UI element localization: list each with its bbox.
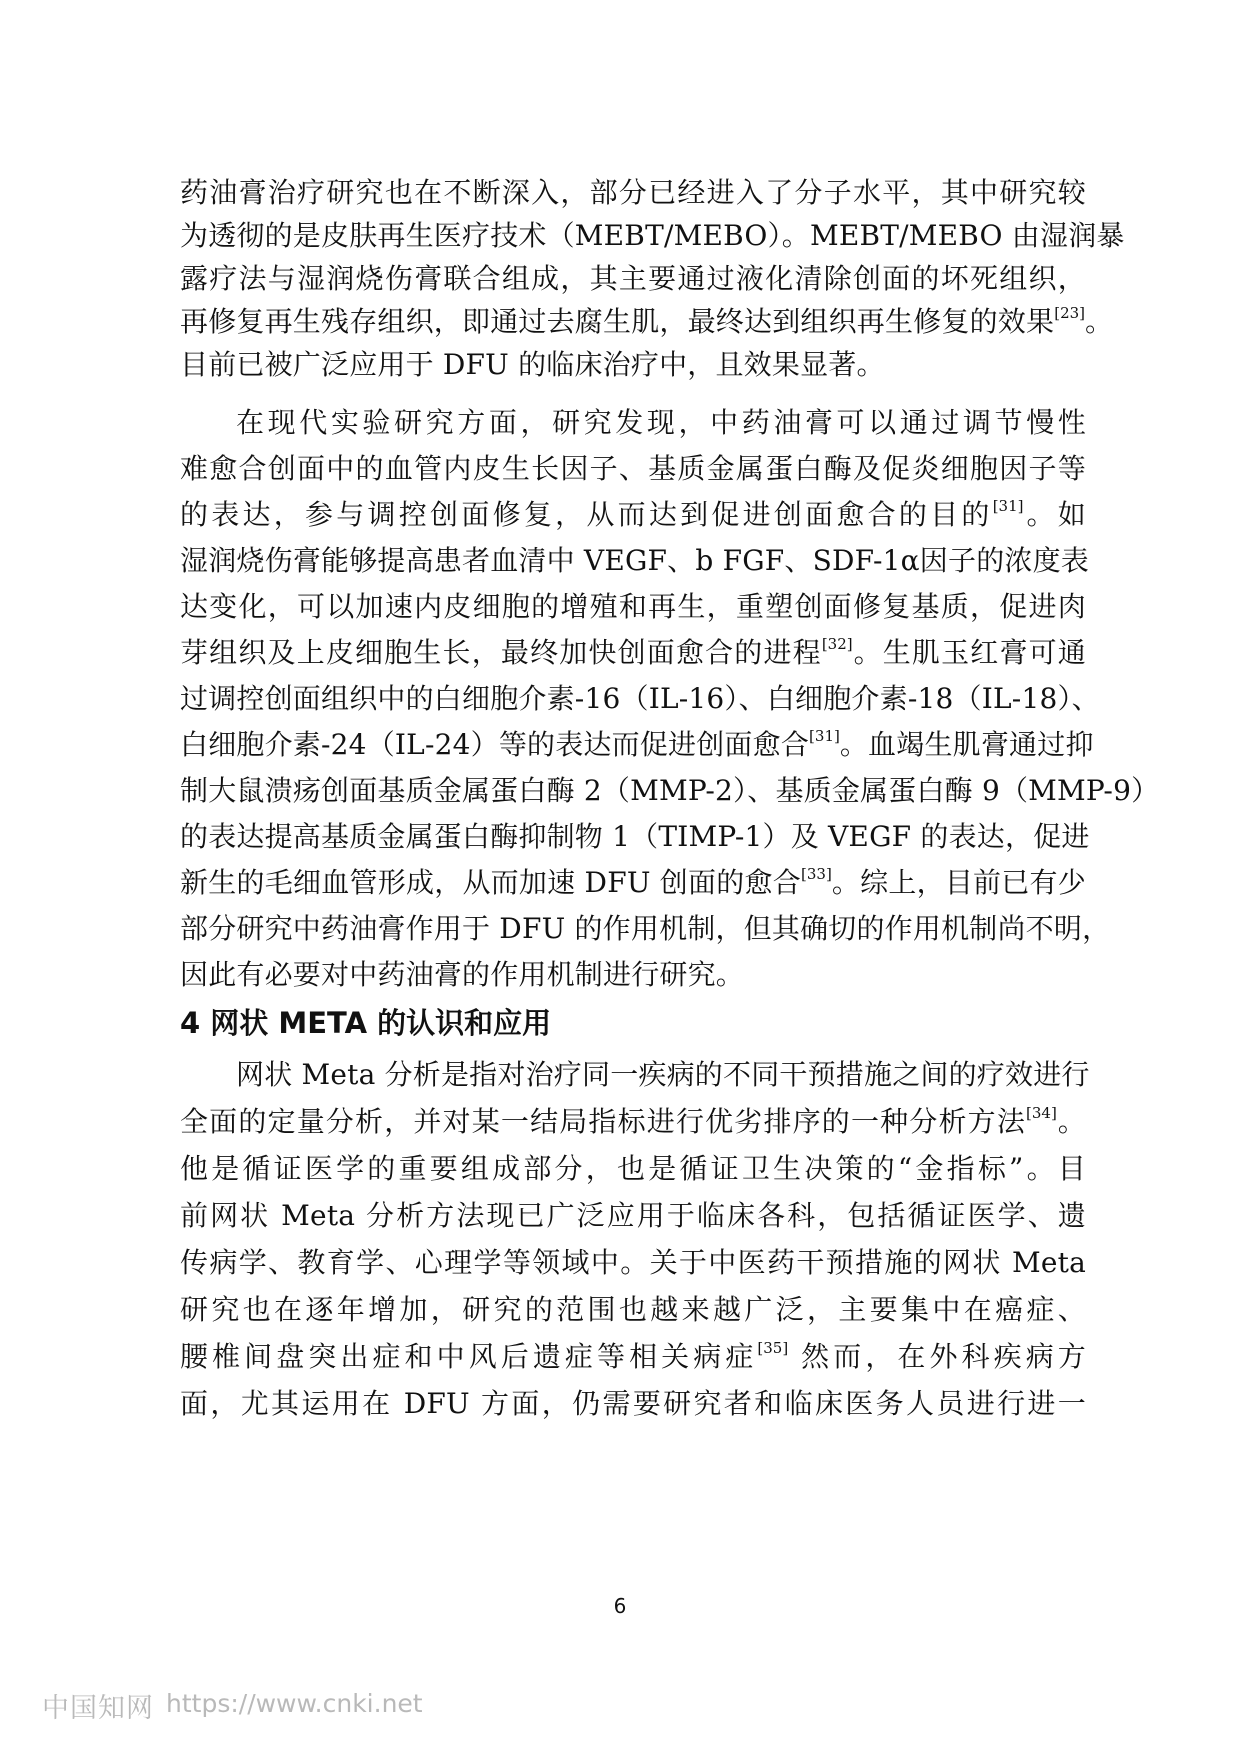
citation-superscript: [23]	[1054, 304, 1086, 322]
body-text-line	[180, 628, 1086, 678]
text-run: 网状 Meta 分析是指对治疗同一疾病的不同干预措施之间的疗效进行	[236, 1058, 1090, 1091]
text-run: 目前已被广泛应用于 DFU 的临床治疗中，且效果显著。	[180, 348, 885, 381]
body-text-line	[180, 720, 1094, 770]
text-run: 。血竭生肌膏通过抑	[839, 728, 1094, 761]
body-text-line	[180, 1144, 1086, 1194]
text-run: 为透彻的是皮肤再生医疗技术（MEBT/MEBO）。MEBT/MEBO 由湿润暴	[180, 219, 1125, 252]
body-text-line	[180, 904, 1111, 954]
body-text-line	[180, 674, 1100, 724]
text-run: 。综上，目前已有少	[831, 866, 1086, 899]
text-run: 面，尤其运用在 DFU 方面，仍需要研究者和临床医务人员进行进一	[180, 1387, 1086, 1420]
body-text-line	[180, 1097, 1086, 1147]
text-run: 他是循证医学的重要组成部分，也是循证卫生决策的“金指标”。目	[180, 1152, 1086, 1185]
text-run: 腰椎间盘突出症和中风后遗症等相关病症	[180, 1340, 758, 1373]
body-text-line	[180, 1191, 1086, 1241]
body-text-line	[180, 444, 1086, 494]
body-text-line	[180, 858, 1086, 908]
text-run: 。	[1085, 305, 1114, 338]
text-run: 的表达，参与调控创面修复，从而达到促进创面愈合的目的	[180, 498, 993, 531]
text-run: 药油膏治疗研究也在不断深入，部分已经进入了分子水平，其中研究较	[180, 176, 1086, 209]
body-text-line	[180, 582, 1086, 632]
footer-url[interactable]: https://www.cnki.net	[166, 1689, 423, 1718]
text-run: 研究也在逐年增加，研究的范围也越来越广泛，主要集中在癌症、	[180, 1293, 1086, 1326]
body-text-line	[180, 1379, 1086, 1429]
text-run: 然而，在外科疾病方	[788, 1340, 1087, 1373]
text-run: 部分研究中药油膏作用于 DFU 的作用机制，但其确切的作用机制尚不明，	[180, 912, 1111, 945]
citation-superscript: [32]	[821, 635, 853, 653]
text-run: 芽组织及上皮细胞生长，最终加快创面愈合的进程	[180, 636, 822, 669]
body-text-line	[180, 1285, 1086, 1335]
body-text-line	[180, 766, 1160, 816]
body-text-line	[180, 536, 1089, 586]
text-run: 传病学、教育学、心理学等领域中。关于中医药干预措施的网状 Meta	[180, 1246, 1086, 1279]
text-run: 。生肌玉红膏可通	[852, 636, 1086, 669]
text-run: 露疗法与湿润烧伤膏联合组成，其主要通过液化清除创面的坏死组织，	[180, 262, 1086, 295]
text-run: 再修复再生残存组织，即通过去腐生肌，最终达到组织再生修复的效果	[180, 305, 1055, 338]
text-run: 因此有必要对中药油膏的作用机制进行研究。	[180, 958, 745, 991]
text-run: 前网状 Meta 分析方法现已广泛应用于临床各科，包括循证医学、遗	[180, 1199, 1086, 1232]
body-text-line	[180, 1332, 1086, 1382]
body-text-line	[180, 950, 1086, 1000]
citation-superscript: [35]	[757, 1339, 789, 1357]
section-heading: 4 网状 META 的认识和应用	[180, 1006, 552, 1040]
text-run: 达变化，可以加速内皮细胞的增殖和再生，重塑创面修复基质，促进肉	[180, 590, 1086, 623]
body-text-line	[180, 812, 1090, 862]
page-number: 6	[613, 1594, 627, 1618]
text-run: 。如	[1023, 498, 1086, 531]
text-run: 难愈合创面中的血管内皮生长因子、基质金属蛋白酶及促炎细胞因子等	[180, 452, 1086, 485]
text-run: 的表达提高基质金属蛋白酶抑制物 1（TIMP-1）及 VEGF 的表达，促进	[180, 820, 1090, 853]
citation-superscript: [33]	[801, 865, 832, 883]
text-run: 湿润烧伤膏能够提高患者血清中 VEGF、b FGF、SDF-1α因子的浓度表	[180, 544, 1089, 577]
body-text-line	[180, 340, 1086, 390]
body-text-line	[180, 490, 1086, 540]
text-run: 过调控创面组织中的白细胞介素-16（IL-16）、白细胞介素-18（IL-18）、	[180, 682, 1100, 715]
citation-superscript: [34]	[1026, 1104, 1057, 1122]
text-run: 。	[1056, 1105, 1087, 1138]
body-text-line	[236, 1050, 1090, 1100]
text-run: 新生的毛细血管形成，从而加速 DFU 创面的愈合	[180, 866, 801, 899]
body-text-line	[180, 1238, 1086, 1288]
text-run: 全面的定量分析，并对某一结局指标进行优劣排序的一种分析方法	[180, 1105, 1027, 1138]
citation-superscript: [31]	[809, 727, 840, 745]
text-run: 在现代实验研究方面，研究发现，中药油膏可以通过调节慢性	[236, 406, 1086, 439]
text-run: 制大鼠溃疡创面基质金属蛋白酶 2（MMP-2）、基质金属蛋白酶 9（MMP-9）	[180, 774, 1160, 807]
body-text-line	[236, 398, 1086, 448]
citation-superscript: [31]	[992, 497, 1024, 515]
cnki-logo: 中国知网	[42, 1693, 154, 1724]
text-run: 白细胞介素-24（IL-24）等的表达而促进创面愈合	[180, 728, 810, 761]
